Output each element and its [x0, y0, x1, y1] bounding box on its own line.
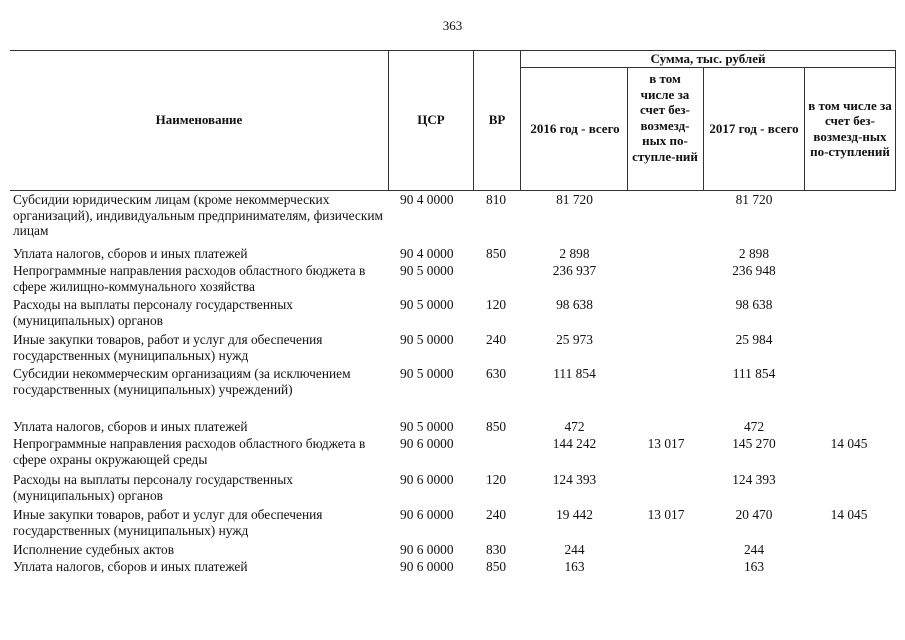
row-csr: 90 6 0000 — [400, 559, 454, 574]
row-sum-2017: 81 720 — [735, 192, 773, 207]
row-sum-2016: 25 973 — [556, 332, 593, 347]
row-vr: 810 — [486, 192, 507, 207]
row-vr: 240 — [486, 332, 507, 347]
row-csr: 90 5 0000 — [400, 366, 454, 381]
row-sum-2016: 144 242 — [552, 436, 597, 451]
row-vr: 830 — [486, 542, 507, 557]
row-sum-2016: 124 393 — [552, 472, 597, 487]
row-vr: 120 — [486, 297, 507, 312]
row-csr: 90 4 0000 — [400, 192, 454, 207]
row-name: Иные закупки товаров, работ и услуг для обеспечения государственных (муниципальных) нужд — [13, 332, 323, 363]
col-divider — [703, 67, 704, 190]
row-sum-2017: 98 638 — [735, 297, 773, 312]
row-name: Субсидии некоммерческим организациям (за исключением государственных (муниципальных) учреждений) — [13, 366, 351, 397]
row-sum-2017: 163 — [743, 559, 765, 574]
col-divider — [520, 50, 521, 190]
row-csr: 90 6 0000 — [400, 507, 454, 522]
row-name: Иные закупки товаров, работ и услуг для обеспечения государственных (муниципальных) нужд — [13, 507, 323, 538]
row-sum-2017: 145 270 — [732, 436, 776, 451]
row-vr: 850 — [486, 246, 507, 261]
header-sum: Сумма, тыс. рублей — [650, 51, 766, 67]
row-name: Уплата налогов, сборов и иных платежей — [13, 246, 248, 261]
header-bottom-rule — [10, 190, 896, 191]
header-2017-total: 2017 год - всего — [709, 120, 799, 136]
row-csr: 90 5 0000 — [400, 297, 454, 312]
row-sum-2016: 236 937 — [552, 263, 597, 278]
row-vr: 850 — [486, 559, 507, 574]
row-sum-2016: 2 898 — [559, 246, 590, 261]
row-csr: 90 5 0000 — [400, 263, 454, 278]
row-csr: 90 6 0000 — [400, 472, 454, 487]
row-name: Уплата налогов, сборов и иных платежей — [13, 419, 248, 434]
row-name: Непрограммные направления расходов областного бюджета в сфере охраны окружающей среды — [13, 436, 366, 467]
col-divider — [895, 50, 896, 190]
row-vr: 850 — [486, 419, 507, 434]
row-sum-2017: 236 948 — [732, 263, 776, 278]
row-grant-2016: 13 017 — [647, 436, 685, 451]
row-vr: 240 — [486, 507, 507, 522]
row-csr: 90 4 0000 — [400, 246, 454, 261]
row-sum-2016: 19 442 — [556, 507, 593, 522]
row-sum-2017: 2 898 — [738, 246, 770, 261]
row-grant-2017: 14 045 — [830, 507, 868, 522]
header-2016-total: 2016 год - всего — [530, 120, 620, 136]
header-name: Наименование — [155, 112, 243, 128]
page-number: 363 — [442, 18, 463, 33]
row-name: Исполнение судебных актов — [13, 542, 175, 557]
row-name: Расходы на выплаты персоналу государственных (муниципальных) органов — [13, 472, 293, 503]
row-sum-2017: 111 854 — [732, 366, 776, 381]
row-sum-2016: 472 — [564, 419, 585, 434]
row-sum-2016: 81 720 — [556, 192, 593, 207]
header-vr: ВР — [488, 112, 506, 128]
row-name: Непрограммные направления расходов областного бюджета в сфере жилищно-коммунального хозяйства — [13, 263, 366, 294]
row-sum-2017: 124 393 — [732, 472, 776, 487]
col-divider — [804, 67, 805, 190]
row-sum-2016: 163 — [564, 559, 585, 574]
row-csr: 90 5 0000 — [400, 419, 454, 434]
row-vr: 120 — [486, 472, 507, 487]
row-sum-2017: 25 984 — [735, 332, 773, 347]
row-sum-2016: 111 854 — [553, 366, 596, 381]
row-name: Уплата налогов, сборов и иных платежей — [13, 559, 248, 574]
row-name: Расходы на выплаты персоналу государственных (муниципальных) органов — [13, 297, 293, 328]
row-sum-2017: 20 470 — [735, 507, 773, 522]
row-csr: 90 5 0000 — [400, 332, 454, 347]
row-vr: 630 — [486, 366, 507, 381]
row-grant-2016: 13 017 — [647, 507, 685, 522]
row-sum-2017: 244 — [743, 542, 765, 557]
row-csr: 90 6 0000 — [400, 542, 454, 557]
header-2016-grants: в том числе за счет без-возмезд-ных по-ступле-ний — [632, 71, 698, 164]
header-csr: ЦСР — [417, 112, 445, 128]
header-2017-grants: в том числе за счет без-возмезд-ных по-ступлений — [808, 97, 892, 159]
row-sum-2016: 244 — [564, 542, 585, 557]
row-sum-2017: 472 — [743, 419, 765, 434]
row-csr: 90 6 0000 — [400, 436, 454, 451]
row-sum-2016: 98 638 — [556, 297, 593, 312]
row-name: Субсидии юридическим лицам (кроме некоммерческих организаций), индивидуальным предпринимателям, физическим лицам — [13, 192, 383, 239]
col-divider — [627, 67, 628, 190]
row-grant-2017: 14 045 — [830, 436, 868, 451]
